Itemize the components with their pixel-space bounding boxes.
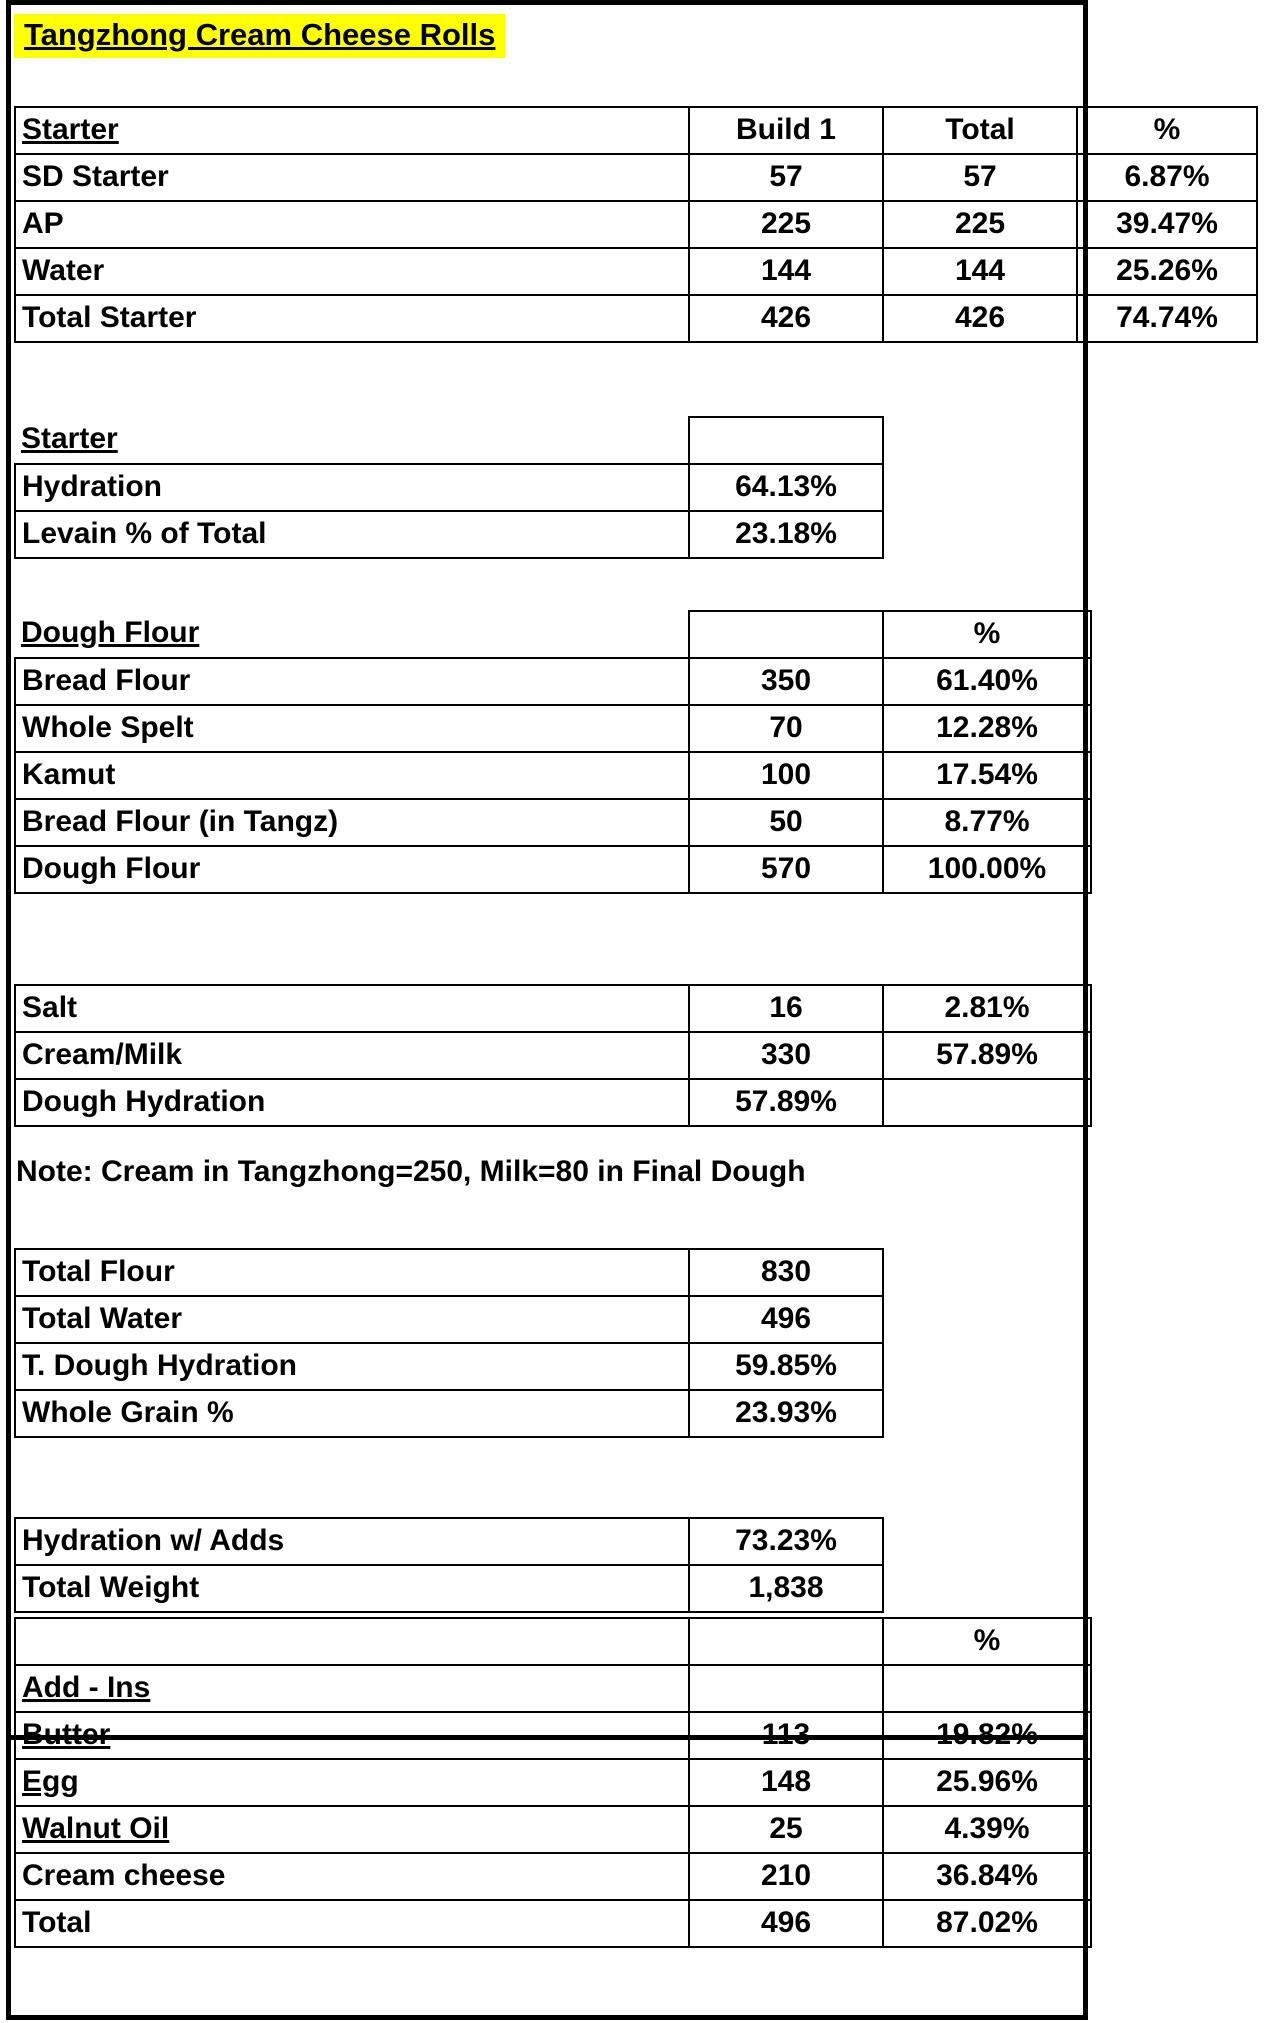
starter-stats-table — [14, 416, 884, 559]
table-row — [15, 511, 883, 558]
dough-flour-total-label: Dough Flour — [15, 846, 689, 893]
starter-stats-header: Starter — [21, 422, 118, 455]
hydration-with-adds-value: 73.23% — [689, 1518, 883, 1565]
total-starter-build1: 426 — [689, 295, 883, 342]
table-row — [15, 1249, 883, 1296]
bread-flour-amount: 350 — [689, 658, 883, 705]
hydration-value: 64.13% — [689, 464, 883, 511]
levain-pct-label: Levain % of Total — [15, 511, 689, 558]
sd-starter-total: 57 — [883, 154, 1077, 201]
starter-header-total: Total — [883, 107, 1077, 154]
total-weight-label: Total Weight — [15, 1565, 689, 1612]
whole-grain-pct-label: Whole Grain % — [15, 1390, 689, 1437]
total-dough-hydration-value: 59.85% — [689, 1343, 883, 1390]
egg-pct: 25.96% — [883, 1759, 1091, 1806]
sd-starter-label: SD Starter — [15, 154, 689, 201]
table-row — [15, 417, 883, 464]
walnut-oil-label: Walnut Oil — [15, 1806, 689, 1853]
salt-amount: 16 — [689, 985, 883, 1032]
table-row — [15, 1759, 1091, 1806]
total-flour-label: Total Flour — [15, 1249, 689, 1296]
cream-milk-pct: 57.89% — [883, 1032, 1091, 1079]
hydration-label: Hydration — [15, 464, 689, 511]
tangzhong-note: Note: Cream in Tangzhong=250, Milk=80 in Final Dough — [16, 1155, 806, 1188]
starter-header-pct: % — [1077, 107, 1257, 154]
dough-other-table — [14, 984, 1092, 1127]
dough-flour-pct-header: % — [883, 611, 1091, 658]
whole-spelt-label: Whole Spelt — [15, 705, 689, 752]
ap-total: 225 — [883, 201, 1077, 248]
ap-label: AP — [15, 201, 689, 248]
water-build1: 144 — [689, 248, 883, 295]
walnut-oil-amount: 25 — [689, 1806, 883, 1853]
table-row — [15, 985, 1091, 1032]
ap-pct: 39.47% — [1077, 201, 1257, 248]
table-row — [15, 1900, 1091, 1947]
dough-flour-header-label: Dough Flour — [21, 616, 200, 649]
add-ins-spacer-mid — [689, 1618, 883, 1665]
kamut-label: Kamut — [15, 752, 689, 799]
total-dough-hydration-label: T. Dough Hydration — [15, 1343, 689, 1390]
table-row — [15, 752, 1091, 799]
salt-pct: 2.81% — [883, 985, 1091, 1032]
table-row — [15, 1343, 883, 1390]
add-ins-header-mid — [689, 1665, 883, 1712]
total-flour-value: 830 — [689, 1249, 883, 1296]
total-water-value: 496 — [689, 1296, 883, 1343]
spacer-cell — [689, 417, 883, 464]
table-row — [15, 1296, 883, 1343]
table-row — [15, 658, 1091, 705]
egg-amount: 148 — [689, 1759, 883, 1806]
spacer-cell — [689, 611, 883, 658]
table-row — [15, 107, 1257, 154]
whole-spelt-amount: 70 — [689, 705, 883, 752]
water-label: Water — [15, 248, 689, 295]
cream-milk-amount: 330 — [689, 1032, 883, 1079]
add-ins-spacer-left — [15, 1618, 689, 1665]
cream-milk-label: Cream/Milk — [15, 1032, 689, 1079]
dough-flour-total-amount: 570 — [689, 846, 883, 893]
starter-table — [14, 106, 1258, 343]
whole-grain-pct-value: 23.93% — [689, 1390, 883, 1437]
levain-pct-value: 23.18% — [689, 511, 883, 558]
spacer-cell — [883, 1079, 1091, 1126]
butter-pct: 19.82% — [883, 1712, 1091, 1759]
cream-cheese-amount: 210 — [689, 1853, 883, 1900]
starter-header-build1: Build 1 — [689, 107, 883, 154]
bread-flour-tangz-label: Bread Flour (in Tangz) — [15, 799, 689, 846]
bread-flour-tangz-amount: 50 — [689, 799, 883, 846]
water-total: 144 — [883, 248, 1077, 295]
add-ins-pct-header: % — [883, 1618, 1091, 1665]
add-ins-total-pct: 87.02% — [883, 1900, 1091, 1947]
page-title: Tangzhong Cream Cheese Rolls — [14, 14, 505, 58]
table-row — [15, 1853, 1091, 1900]
table-row — [15, 705, 1091, 752]
total-starter-pct: 74.74% — [1077, 295, 1257, 342]
add-ins-table — [14, 1617, 1092, 1948]
bread-flour-pct: 61.40% — [883, 658, 1091, 705]
totals-table — [14, 1248, 884, 1438]
butter-label: Butter — [15, 1712, 689, 1759]
bread-flour-label: Bread Flour — [15, 658, 689, 705]
table-row — [15, 611, 1091, 658]
add-ins-header-label: Add - Ins — [15, 1665, 689, 1712]
table-row — [15, 154, 1257, 201]
table-row — [15, 1079, 1091, 1126]
table-row — [15, 846, 1091, 893]
whole-spelt-pct: 12.28% — [883, 705, 1091, 752]
spacer-cell — [883, 1665, 1091, 1712]
salt-label: Salt — [15, 985, 689, 1032]
table-row — [15, 1032, 1091, 1079]
sd-starter-pct: 6.87% — [1077, 154, 1257, 201]
table-row — [15, 1518, 883, 1565]
add-ins-total-amount: 496 — [689, 1900, 883, 1947]
table-row — [15, 799, 1091, 846]
bread-flour-tangz-pct: 8.77% — [883, 799, 1091, 846]
hydration-with-adds-label: Hydration w/ Adds — [15, 1518, 689, 1565]
add-ins-total-label: Total — [15, 1900, 689, 1947]
total-starter-label: Total Starter — [15, 295, 689, 342]
summary-table — [14, 1517, 884, 1613]
walnut-oil-pct: 4.39% — [883, 1806, 1091, 1853]
total-starter-total: 426 — [883, 295, 1077, 342]
table-row — [15, 1665, 1091, 1712]
ap-build1: 225 — [689, 201, 883, 248]
table-row — [15, 1618, 1091, 1665]
dough-hydration-label: Dough Hydration — [15, 1079, 689, 1126]
kamut-pct: 17.54% — [883, 752, 1091, 799]
table-row — [15, 295, 1257, 342]
kamut-amount: 100 — [689, 752, 883, 799]
dough-hydration-value: 57.89% — [689, 1079, 883, 1126]
dough-flour-table — [14, 610, 1092, 894]
total-weight-value: 1,838 — [689, 1565, 883, 1612]
total-water-label: Total Water — [15, 1296, 689, 1343]
table-row — [15, 201, 1257, 248]
table-row — [15, 1806, 1091, 1853]
table-row — [15, 1565, 883, 1612]
cream-cheese-label: Cream cheese — [15, 1853, 689, 1900]
table-row — [15, 464, 883, 511]
egg-label: Egg — [15, 1759, 689, 1806]
table-row — [15, 248, 1257, 295]
table-row — [15, 1390, 883, 1437]
butter-amount: 113 — [689, 1712, 883, 1759]
starter-header-label: Starter — [15, 107, 689, 154]
dough-flour-total-pct: 100.00% — [883, 846, 1091, 893]
sd-starter-build1: 57 — [689, 154, 883, 201]
table-row — [15, 1712, 1091, 1759]
water-pct: 25.26% — [1077, 248, 1257, 295]
cream-cheese-pct: 36.84% — [883, 1853, 1091, 1900]
